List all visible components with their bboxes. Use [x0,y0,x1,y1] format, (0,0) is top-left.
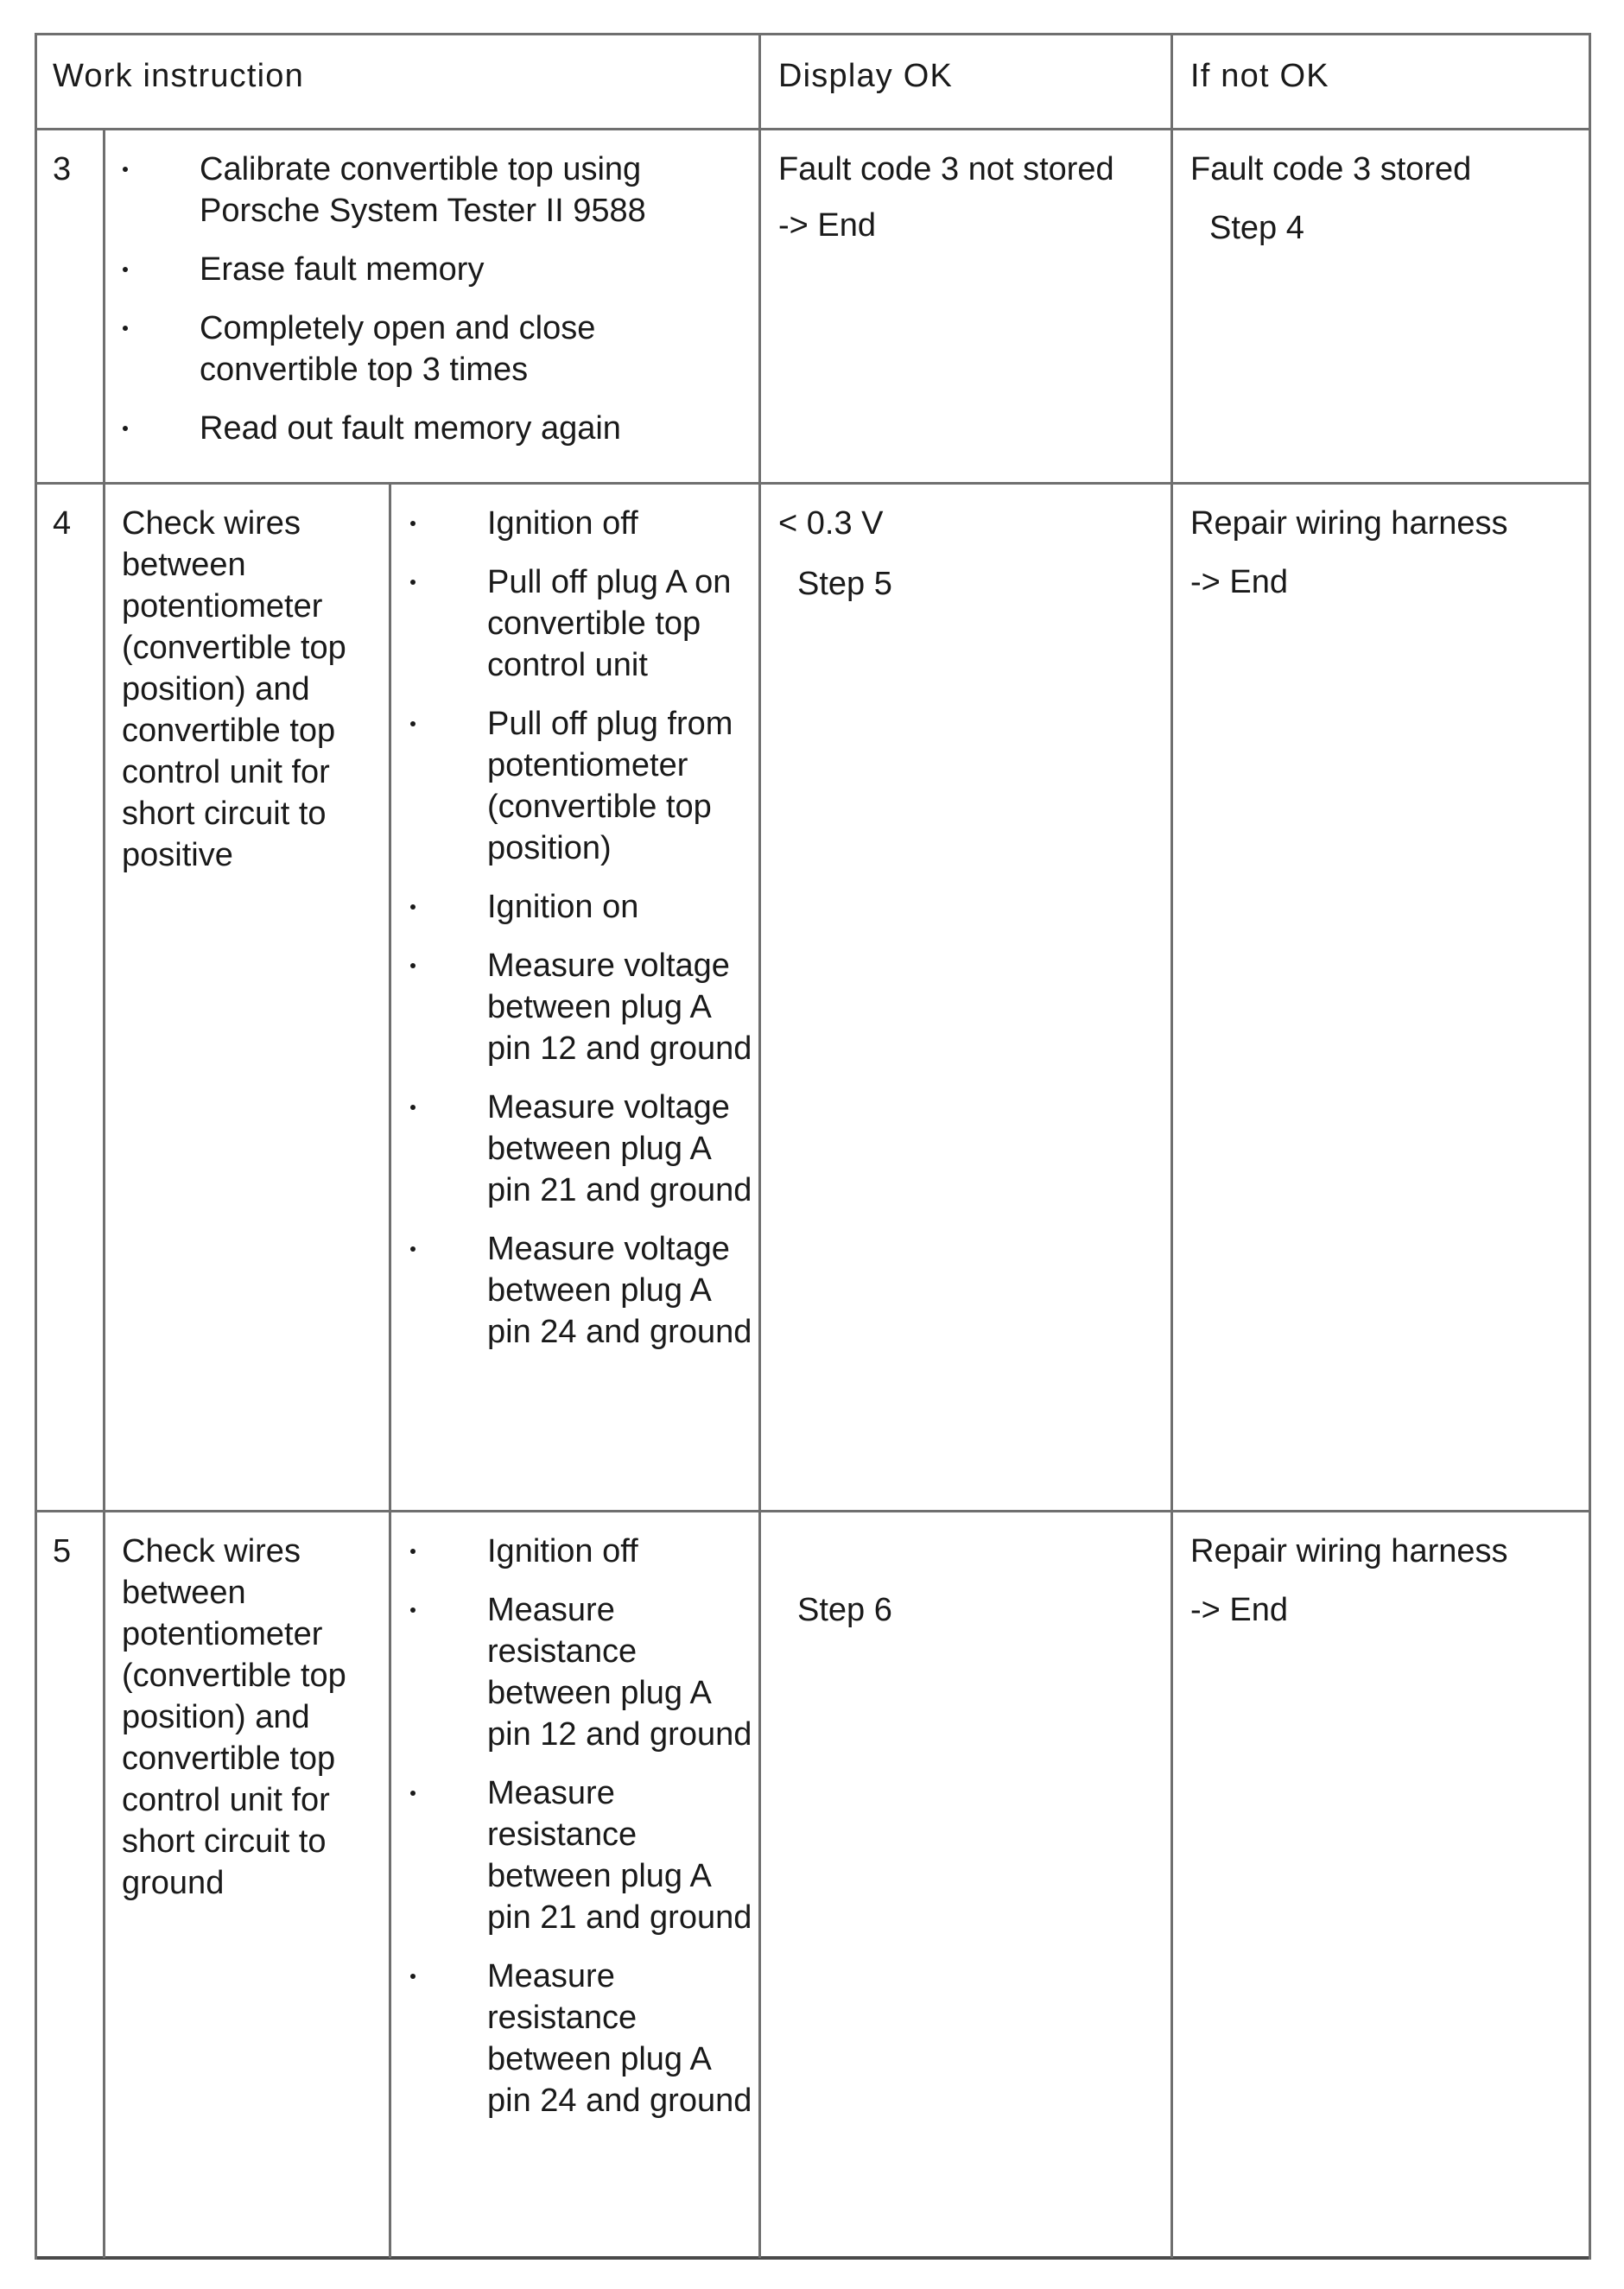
if-not-ok-next: -> End [1190,1592,1289,1628]
row-3-instructions [200,149,735,466]
row-3-if-not-ok [1190,149,1579,249]
row-5-display-ok [778,1589,1158,1631]
row-3-divider [35,482,1591,485]
list-item: Pull off plug from potentiometer (convertible top position) [487,703,755,869]
list-item: Ignition on [487,886,755,928]
list-item: Erase fault memory [200,249,735,290]
step-number: 3 [53,151,72,187]
display-ok-next: -> End [778,207,877,244]
table-border-right [1589,33,1591,2260]
row-4-instructions [487,503,755,1370]
instruction-list [487,1531,755,2121]
bullet-icon [123,167,128,172]
display-ok-next: Step 6 [797,1592,892,1628]
if-not-ok-next: Step 4 [1209,210,1304,246]
bullet-icon [410,721,416,726]
table-border-bottom [35,2256,1591,2260]
display-ok-next: Step 5 [797,566,892,602]
list-item: Read out fault memory again [200,408,735,449]
list-item: Measure voltage between plug A pin 24 and ground [487,1228,755,1353]
work-instruction-table [35,33,1591,2260]
list-item: Calibrate convertible top using Porsche System Tester II 9588 [200,149,735,231]
list-item: Ignition off [487,1531,755,1572]
bullet-icon [410,1607,416,1613]
bullet-icon [123,326,128,331]
list-item: Measure voltage between plug A pin 12 and ground [487,945,755,1069]
row-4-if-not-ok [1190,503,1579,603]
table-border-left [35,33,37,2260]
row-5-if-not-ok [1190,1531,1579,1631]
instruction-list [200,149,735,449]
description-column-divider [389,482,391,2258]
header-row-divider [35,128,1591,130]
step-number: 5 [53,1533,72,1569]
if-not-ok-text: Repair wiring harness [1190,1533,1508,1569]
if-not-ok-column-divider [1170,33,1173,2258]
list-item: Completely open and close convertible top 3 times [200,308,735,390]
display-ok-column-divider [758,33,761,2258]
row-3-display-ok [778,149,1158,246]
row-4-divider [35,1510,1591,1512]
list-item: Measure resistance between plug A pin 21 and ground [487,1772,755,1938]
bullet-icon [410,1549,416,1554]
if-not-ok-text: Repair wiring harness [1190,505,1508,542]
step-number: 4 [53,505,72,542]
if-not-ok-next: -> End [1190,564,1289,600]
list-item: Measure resistance between plug A pin 24 and ground [487,1956,755,2121]
bullet-icon [410,1105,416,1110]
bullet-icon [410,904,416,910]
bullet-icon [410,1974,416,1979]
display-ok-text: Fault code 3 not stored [778,151,1114,187]
bullet-icon [410,1791,416,1796]
list-item: Measure resistance between plug A pin 12 and ground [487,1589,755,1755]
display-ok-text: < 0.3 V [778,505,884,542]
bullet-icon [410,963,416,968]
table-border-top [35,33,1591,35]
bullet-icon [410,580,416,585]
step-column-divider [103,128,105,2258]
list-item: Measure voltage between plug A pin 21 and ground [487,1087,755,1211]
row-4-description: Check wires between potentiometer (convertible top position) and convertible top control unit for short circuit to positive [122,505,346,873]
if-not-ok-text: Fault code 3 stored [1190,151,1472,187]
header-display-ok: Display OK [778,58,954,94]
instruction-list [487,503,755,1353]
bullet-icon [410,1246,416,1252]
list-item: Ignition off [487,503,755,544]
header-if-not-ok: If not OK [1190,58,1329,94]
bullet-icon [410,521,416,526]
bullet-icon [123,426,128,431]
row-5-description: Check wires between potentiometer (convertible top position) and convertible top control unit for short circuit to ground [122,1533,346,1901]
header-work-instruction: Work instruction [53,58,304,94]
bullet-icon [123,267,128,272]
list-item: Pull off plug A on convertible top control unit [487,561,755,686]
row-4-display-ok [778,503,1158,605]
row-5-instructions [487,1531,755,2139]
